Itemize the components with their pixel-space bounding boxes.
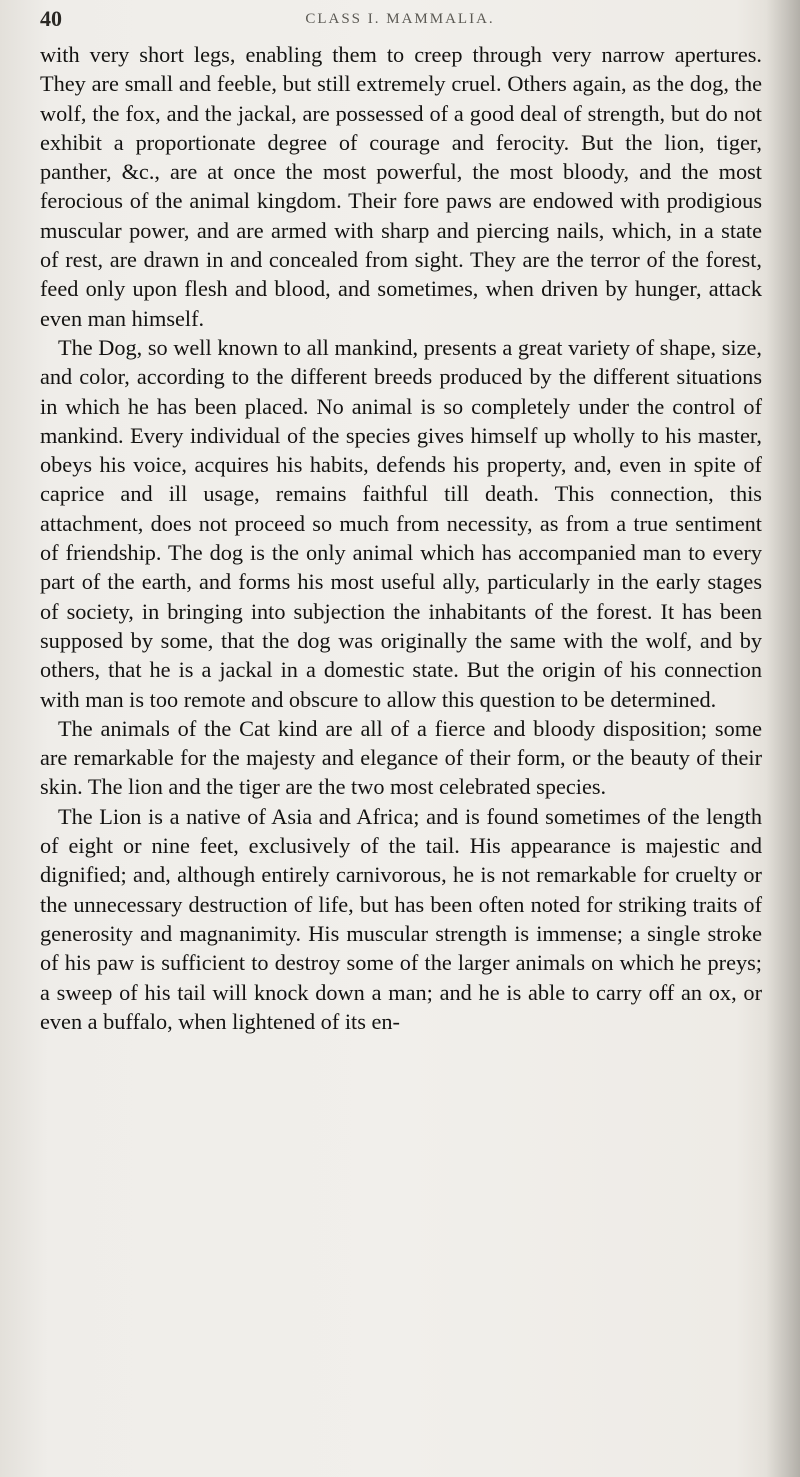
paragraph-cat-kind: The animals of the Cat kind are all of a fierce and bloody disposition; some are remarkable for the majesty and elegance of their form, or the beauty of their skin. The lion and the tiger are the two most celebrated species.: [40, 715, 762, 800]
paragraph-dog: The Dog, so well known to all mankind, presents a great variety of shape, size, and color, according to the different breeds produced by the different situations in which he has been placed. No animal is so completely under the control of mankind. Every individual of the species gives himself up wholly to his master, obeys his voice, acquires his habits, defends his property, and, even in spite of caprice and ill usage, remains faithful till death. This connection, this attachment, does not proceed so much from necessity, as from a true sentiment of friendship. The dog is the only animal which has accompanied man to every part of the earth, and forms his most useful ally, particularly in the early stages of society, in bringing into subjection the inhabitants of the forest. It has been supposed by some, that the dog was originally the same with the wolf, and by others, that he is a jackal in a domestic state. But the origin of his connection with man is too remote and obscure to allow this question to be determined.: [40, 334, 762, 712]
body-text: [40, 40, 762, 1036]
page-number: 40: [40, 6, 62, 31]
paragraph-lion: The Lion is a native of Asia and Africa; and is found sometimes of the length of eight or nine feet, exclusively of the tail. His appearance is majestic and dignified; and, although entirely carnivorous, he is not remarkable for cruelty or the unnecessary destruction of life, but has been often noted for striking traits of generosity and magnanimity. His muscular strength is immense; a single stroke of his paw is sufficient to destroy some of the larger animals on which he preys; a sweep of his tail will knock down a man; and he is able to carry off an ox, or even a buffalo, when lightened of its en-: [40, 803, 762, 1034]
running-head: CLASS I. MAMMALIA.: [305, 11, 495, 27]
page-gutter-shadow: [766, 0, 800, 1477]
paragraph-carnivore-types: with very short legs, enabling them to creep through very narrow apertures. They are small and feeble, but still extremely cruel. Others again, as the dog, the wolf, the fox, and the jackal, are possessed of a good deal of strength, but do not exhibit a proportionate degree of courage and ferocity. But the lion, tiger, panther, &c., are at once the most powerful, the most bloody, and the most ferocious of the animal kingdom. Their fore paws are endowed with prodigious muscular power, and are armed with sharp and piercing nails, which, in a state of rest, are drawn in and concealed from sight. They are the terror of the forest, feed only upon flesh and blood, and sometimes, when driven by hunger, attack even man himself.: [40, 42, 762, 331]
page-header: [40, 6, 760, 36]
